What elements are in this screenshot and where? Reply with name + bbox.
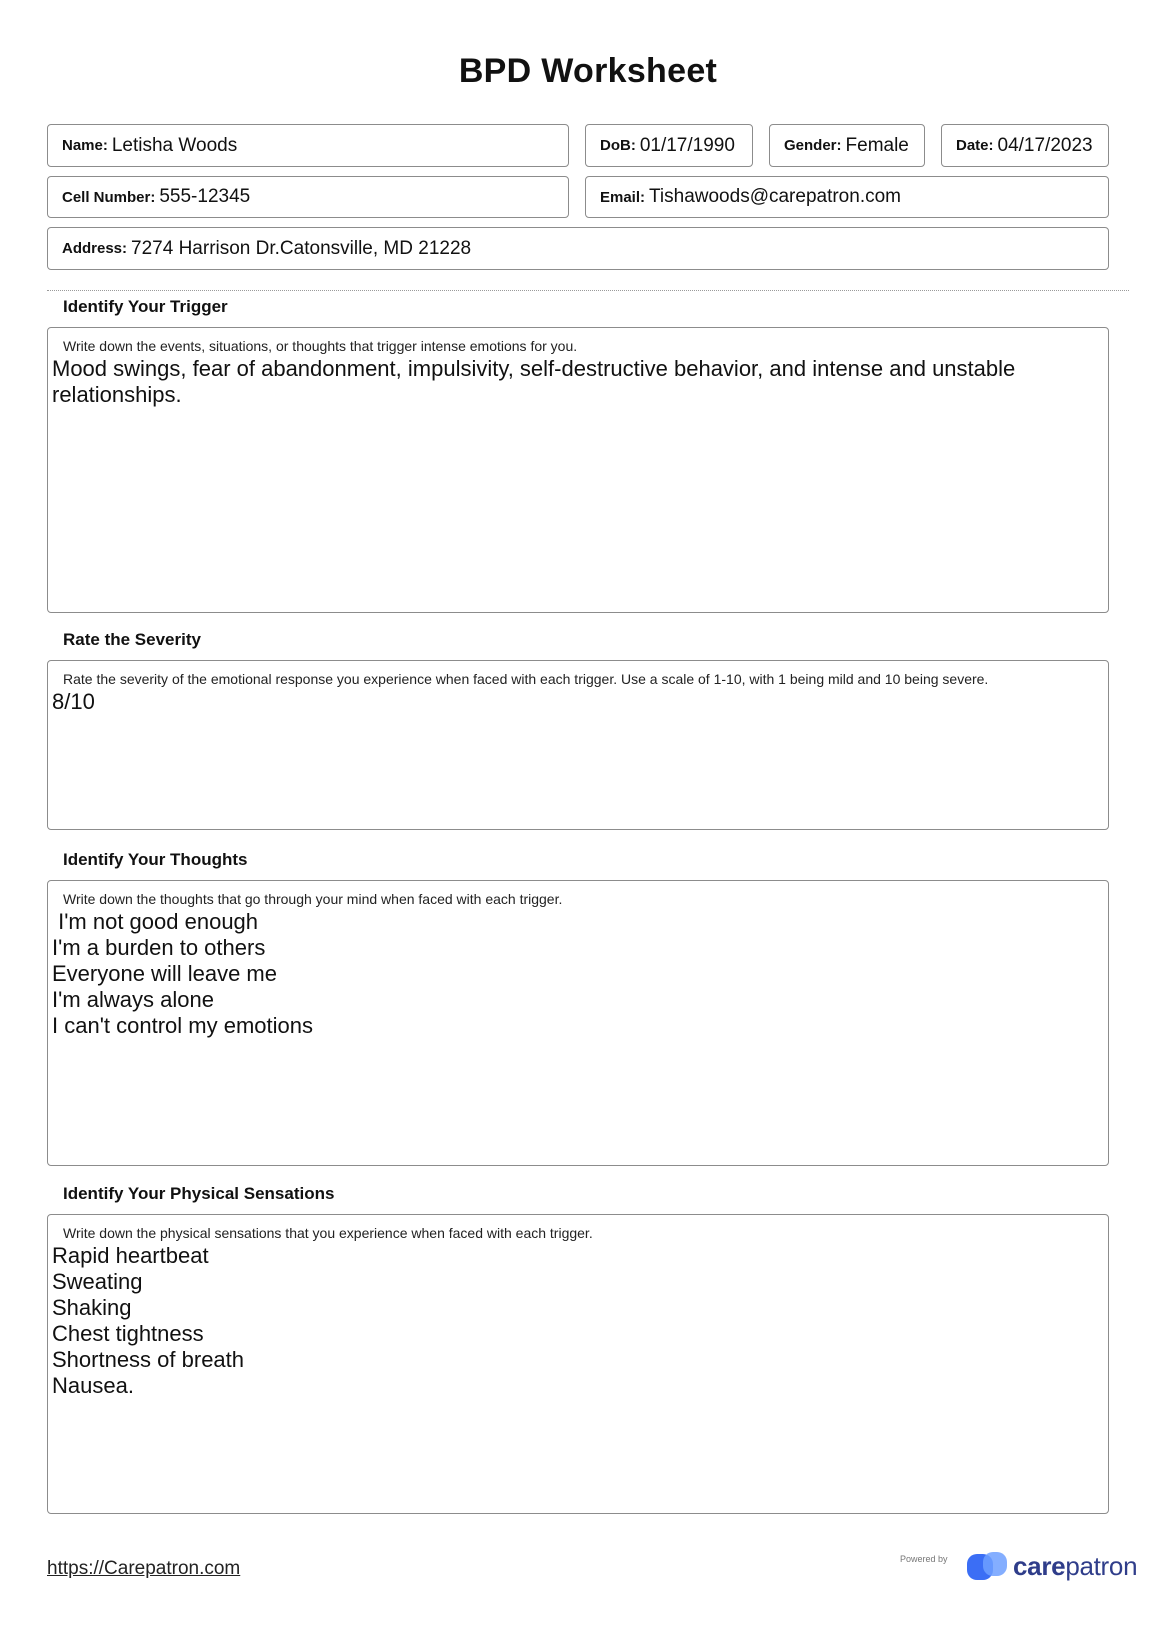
answer-line: relationships. bbox=[52, 382, 182, 407]
date-value: 04/17/2023 bbox=[997, 134, 1093, 156]
email-field[interactable] bbox=[585, 176, 1109, 218]
address-value: 7274 Harrison Dr.Catonsville, MD 21228 bbox=[131, 237, 472, 259]
answer-line: I'm not good enough bbox=[52, 909, 259, 934]
answer-line: I'm always alone bbox=[52, 987, 214, 1012]
answer-line: Chest tightness bbox=[52, 1321, 204, 1346]
dob-label: DoB: bbox=[600, 137, 636, 154]
answer-line: I'm a burden to others bbox=[52, 935, 266, 960]
answer-line: Shaking bbox=[52, 1295, 132, 1320]
carepatron-wordmark bbox=[1013, 1551, 1137, 1582]
trigger-section-title: Identify Your Trigger bbox=[63, 297, 228, 316]
answer-line: Shortness of breath bbox=[52, 1347, 245, 1372]
address-field[interactable] bbox=[47, 227, 1109, 270]
gender-label: Gender: bbox=[784, 137, 842, 154]
sensations-answer bbox=[52, 1243, 1104, 1399]
carepatron-logo-icon bbox=[965, 1550, 1009, 1582]
sensations-textarea[interactable] bbox=[47, 1214, 1109, 1514]
carepatron-logo[interactable] bbox=[965, 1550, 1137, 1582]
answer-line: Nausea. bbox=[52, 1373, 134, 1398]
sensations-hint: Write down the physical sensations that you experience when faced with each trigger. bbox=[63, 1225, 593, 1241]
date-field[interactable] bbox=[941, 124, 1109, 167]
thoughts-section-title: Identify Your Thoughts bbox=[63, 850, 248, 869]
thoughts-hint: Write down the thoughts that go through your mind when faced with each trigger. bbox=[63, 891, 563, 907]
name-field[interactable] bbox=[47, 124, 569, 167]
gender-field[interactable] bbox=[769, 124, 925, 167]
cell-number-value: 555-12345 bbox=[159, 186, 251, 207]
name-value: Letisha Woods bbox=[111, 134, 238, 156]
page-title: BPD Worksheet bbox=[458, 52, 718, 90]
severity-answer bbox=[52, 689, 1104, 715]
answer-line: Mood swings, fear of abandonment, impulsivity, self-destructive behavior, and intense and unstable bbox=[52, 356, 1016, 381]
brand-bold: care bbox=[1013, 1550, 1066, 1581]
trigger-hint: Write down the events, situations, or thoughts that trigger intense emotions for you. bbox=[63, 338, 578, 354]
answer-line: 8/10 bbox=[52, 689, 95, 714]
carepatron-link[interactable]: https://Carepatron.com bbox=[47, 1558, 241, 1579]
answer-line: Everyone will leave me bbox=[52, 961, 277, 986]
address-label: Address: bbox=[62, 240, 128, 257]
dob-value: 01/17/1990 bbox=[639, 134, 735, 156]
severity-section-title: Rate the Severity bbox=[63, 630, 201, 649]
severity-textarea[interactable] bbox=[47, 660, 1109, 830]
gender-value: Female bbox=[845, 134, 909, 156]
dob-field[interactable] bbox=[585, 124, 753, 167]
cell-number-label: Cell Number: bbox=[62, 188, 156, 206]
brand-rest: patron bbox=[1065, 1550, 1138, 1581]
severity-hint: Rate the severity of the emotional response you experience when faced with each trigger. Use a scale of 1-10, with 1 being mild and 10 being severe. bbox=[63, 671, 989, 687]
powered-by-text: Powered by bbox=[900, 1554, 948, 1564]
trigger-textarea[interactable] bbox=[47, 327, 1109, 613]
thoughts-answer bbox=[52, 909, 1104, 1039]
answer-line: Sweating bbox=[52, 1269, 143, 1294]
email-value: Tishawoods@carepatron.com bbox=[649, 186, 901, 207]
answer-line: Rapid heartbeat bbox=[52, 1243, 209, 1268]
email-label: Email: bbox=[600, 188, 646, 206]
trigger-answer bbox=[52, 356, 1104, 408]
thoughts-textarea[interactable] bbox=[47, 880, 1109, 1166]
section-divider bbox=[47, 290, 1129, 291]
sensations-section-title: Identify Your Physical Sensations bbox=[63, 1184, 335, 1203]
cell-number-field[interactable] bbox=[47, 176, 569, 218]
date-label: Date: bbox=[956, 137, 994, 154]
name-label: Name: bbox=[62, 137, 108, 154]
answer-line: I can't control my emotions bbox=[52, 1013, 313, 1038]
